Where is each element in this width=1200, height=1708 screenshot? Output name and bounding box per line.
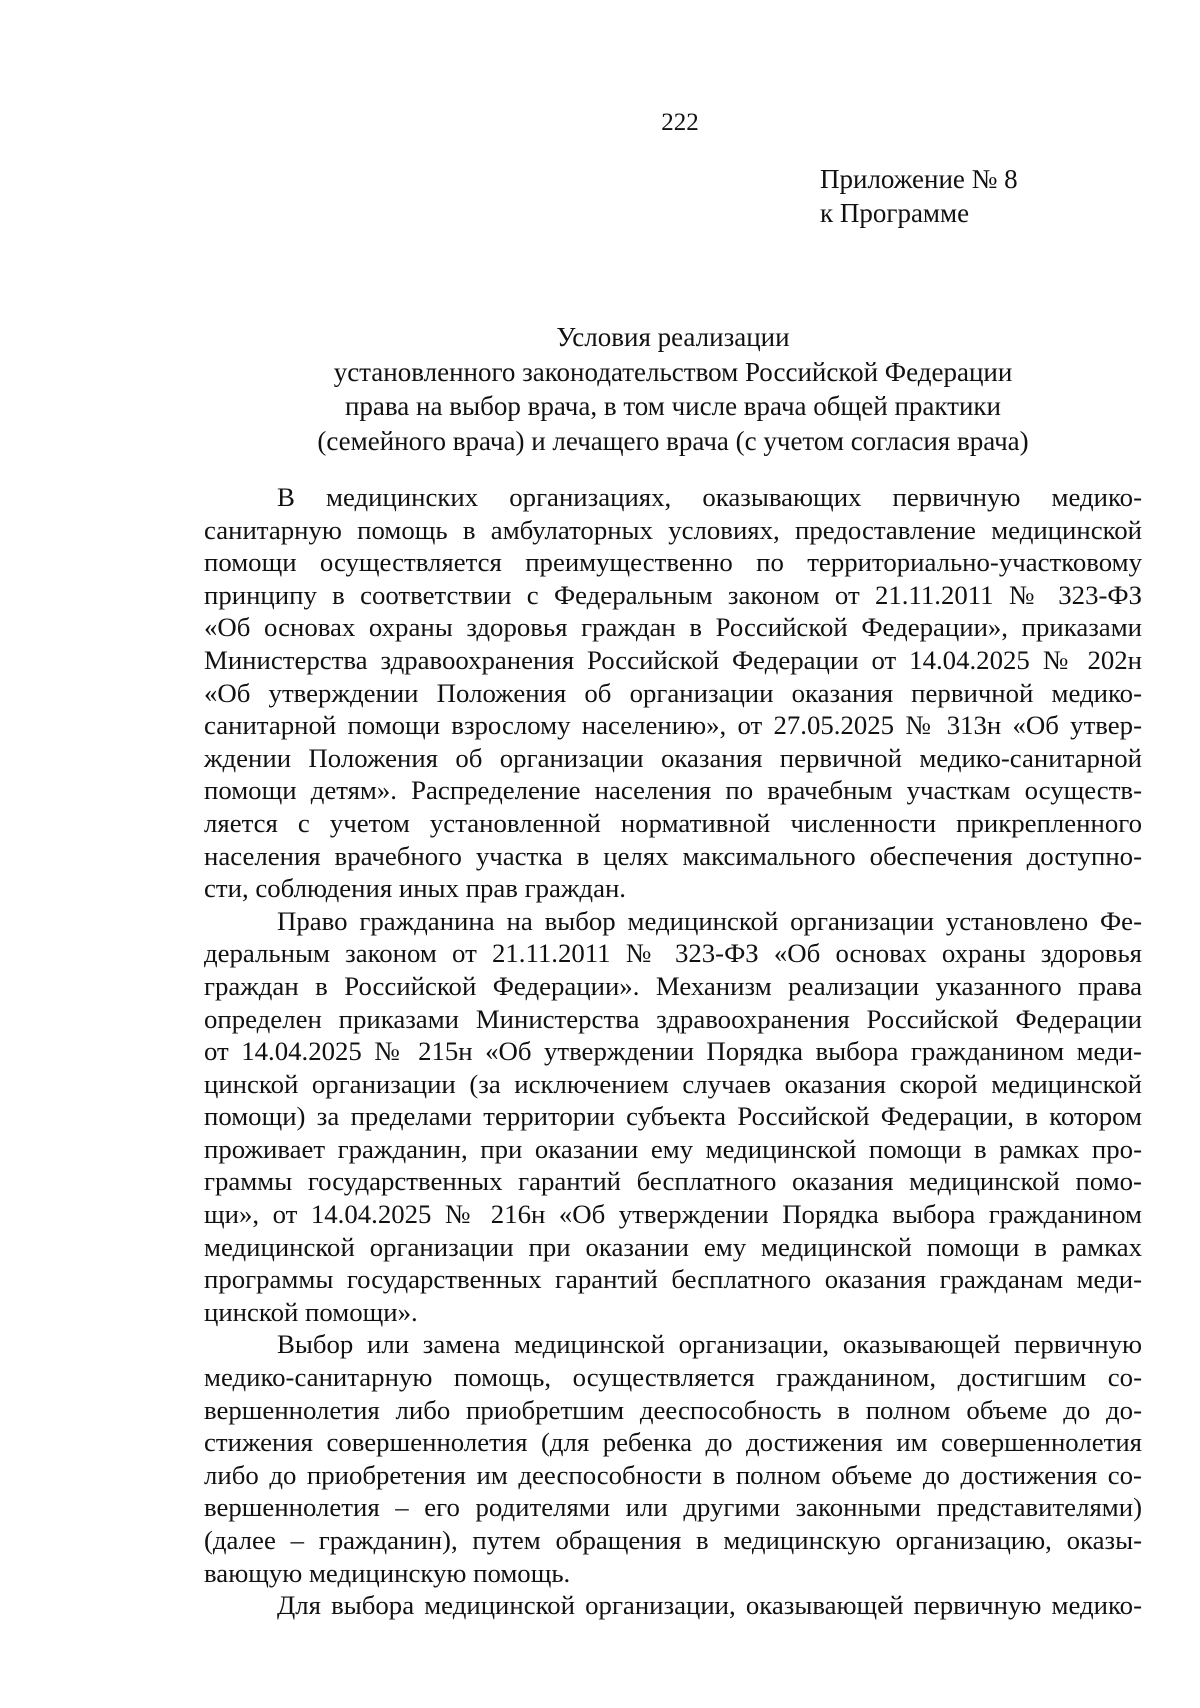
- text-line: цинской организации (за исключением случаев оказания скорой медицинской: [204, 1068, 1142, 1099]
- text-line: помощи осуществляется преимущественно по территориально-участковому: [204, 547, 1142, 578]
- text-line: ляется с учетом установленной нормативной численности прикрепленного: [204, 807, 1142, 838]
- text-line: от 14.04.2025 № 215н «Об утверждении Порядка выбора гражданином меди-: [204, 1036, 1142, 1067]
- body-text: [204, 481, 1142, 1622]
- text-line: либо до приобретения им дееспособности в полном объеме до достижения со-: [204, 1459, 1142, 1490]
- text-line: санитарную помощь в амбулаторных условиях, предоставление медицинской: [204, 514, 1142, 545]
- text-line: деральным законом от 21.11.2011 № 323-ФЗ «Об основах охраны здоровья: [204, 938, 1142, 969]
- text-line: ждении Положения об организации оказания первичной медико-санитарной: [204, 742, 1142, 773]
- title-line: установленного законодательством Российской Федерации: [333, 356, 1013, 387]
- text-line: (далее – гражданин), путем обращения в медицинскую организацию, оказы-: [204, 1525, 1142, 1555]
- appendix-heading: [820, 162, 1018, 230]
- text-line: помощи) за пределами территории субъекта Российской Федерации, в котором: [204, 1101, 1142, 1132]
- text-line: населения врачебного участка в целях максимального обеспечения доступно-: [204, 840, 1142, 871]
- title-line: права на выбор врача, в том числе врача общей практики: [344, 391, 1001, 421]
- text-line: Министерства здравоохранения Российской Федерации от 14.04.2025 № 202н: [204, 644, 1142, 675]
- text-line: медицинской организации при оказании ему медицинской помощи в рамках: [204, 1231, 1142, 1262]
- text-line: граждан в Российской Федерации». Механизм реализации указанного права: [204, 970, 1142, 1001]
- text-line: цинской помощи».: [204, 1296, 418, 1327]
- text-line: «Об утверждении Положения об организации оказания первичной медико-: [204, 677, 1142, 708]
- text-line: граммы государственных гарантий бесплатного оказания медицинской помо-: [204, 1166, 1142, 1197]
- text-line: щи», от 14.04.2025 № 216н «Об утверждении Порядка выбора гражданином: [204, 1199, 1142, 1230]
- text-line: «Об основах охраны здоровья граждан в Российской Федерации», приказами: [204, 612, 1142, 643]
- text-line: Выбор или замена медицинской организации, оказывающей первичную: [277, 1329, 1142, 1360]
- text-line: Право гражданина на выбор медицинской организации установлено Фе-: [277, 905, 1142, 936]
- text-line: проживает гражданин, при оказании ему медицинской помощи в рамках про-: [204, 1133, 1142, 1164]
- title-line: Условия реализации: [556, 322, 790, 352]
- text-line: В медицинских организациях, оказывающих первичную медико-: [277, 482, 1142, 512]
- text-line: Для выбора медицинской организации, оказывающей первичную медико-: [277, 1590, 1142, 1621]
- appendix-reference: к Программе: [820, 198, 970, 228]
- document-title: [200, 320, 1146, 458]
- text-line: принципу в соответствии с Федеральным законом от 21.11.2011 № 323-ФЗ: [204, 579, 1142, 610]
- text-line: программы государственных гарантий бесплатного оказания гражданам меди-: [204, 1264, 1142, 1295]
- text-line: стижения совершеннолетия (для ребенка до достижения им совершеннолетия: [204, 1427, 1142, 1458]
- title-line: (семейного врача) и лечащего врача (с учетом согласия врача): [317, 425, 1029, 456]
- text-line: сти, соблюдения иных прав граждан.: [204, 873, 626, 904]
- text-line: помощи детям». Распределение населения по врачебным участкам осуществ-: [204, 775, 1142, 806]
- text-line: вающую медицинскую помощь.: [204, 1557, 571, 1588]
- text-line: вершеннолетия – его родителями или другими законными представителями): [204, 1492, 1142, 1523]
- text-line: вершеннолетия либо приобретшим дееспособность в полном объеме до до-: [204, 1394, 1142, 1425]
- text-line: медико-санитарную помощь, осуществляется гражданином, достигшим со-: [204, 1362, 1142, 1393]
- text-line: определен приказами Министерства здравоохранения Российской Федерации: [204, 1003, 1142, 1034]
- appendix-number: Приложение № 8: [820, 164, 1018, 194]
- page-number: 222: [661, 109, 699, 136]
- text-line: санитарной помощи взрослому населению», от 27.05.2025 № 313н «Об утвер-: [204, 710, 1142, 741]
